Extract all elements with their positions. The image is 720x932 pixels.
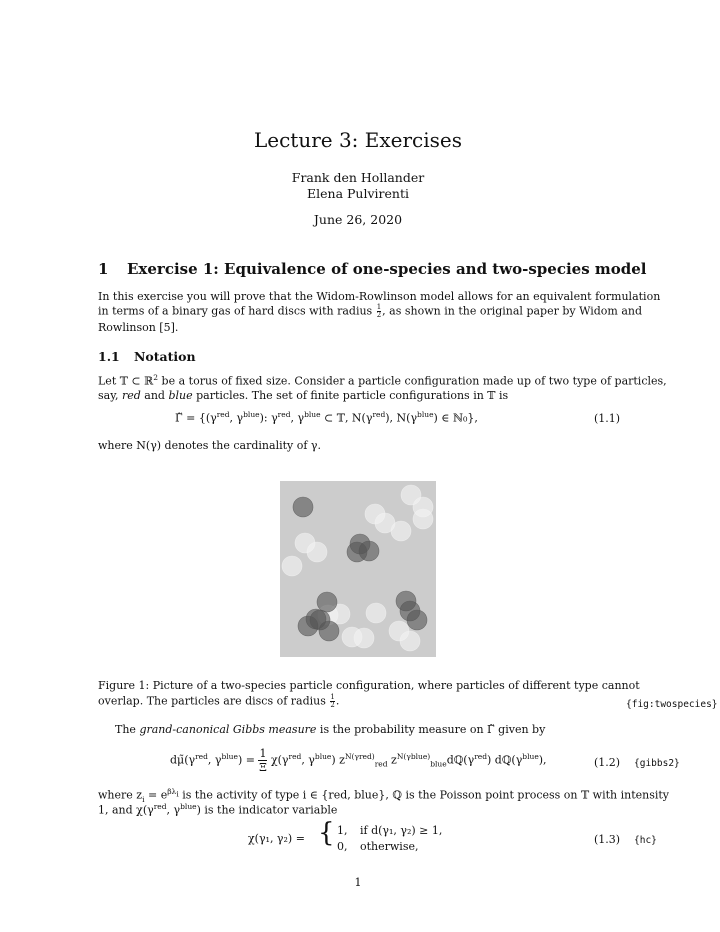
equation-1-1	[175, 410, 478, 425]
math: N(γ	[396, 751, 411, 761]
paragraph-line	[98, 389, 508, 402]
superscript: red	[153, 802, 167, 811]
exponent	[167, 787, 179, 799]
paper-title: Lecture 3: Exercises	[253, 128, 463, 152]
text-span: , as shown in the original paper by Widom and	[382, 304, 643, 318]
superscript: blue	[417, 410, 434, 419]
emphasis: blue	[168, 389, 193, 402]
denominator: 2	[330, 701, 335, 709]
particle-figure	[280, 481, 436, 657]
dark-particle	[319, 621, 339, 641]
math: , γ	[290, 411, 305, 425]
author-name: Frank den Hollander	[291, 170, 425, 185]
math: , γ	[229, 411, 244, 425]
text-span: overlap. The particles are discs of radius	[98, 694, 326, 708]
math: ) dℚ(γ	[487, 753, 523, 767]
paragraph-line	[98, 373, 667, 388]
superscript: red	[474, 751, 488, 761]
superscript: blue	[522, 751, 539, 761]
figure-caption-line: Figure 1: Picture of a two-species particle configuration, where particles of different type cannot	[98, 679, 640, 692]
light-particle	[400, 631, 420, 651]
light-particle	[342, 627, 362, 647]
paragraph-line	[98, 802, 337, 817]
paragraph-line	[98, 304, 642, 319]
subsection-title: Notation	[134, 349, 196, 364]
equation-number: (1.3)	[594, 833, 621, 846]
dark-particle	[407, 610, 427, 630]
equation-label: {gibbs2}	[634, 758, 680, 769]
figure-label: {fig:twospecies}	[626, 699, 718, 710]
math: , γ	[207, 753, 222, 767]
subsection-heading	[98, 349, 196, 364]
fraction-half	[330, 694, 334, 709]
superscript: blue	[314, 751, 332, 761]
superscript: 2	[153, 373, 159, 382]
text-span: where z	[98, 788, 143, 802]
text-span: = e	[144, 788, 168, 802]
subsection-number: 1.1	[98, 349, 120, 364]
dark-particle	[317, 592, 337, 612]
equation-1-2	[170, 747, 547, 774]
text-span: is the activity of type i ∈ {red, blue}, ℚ is the Poisson point process on 𝕋 with intensity	[178, 788, 670, 802]
math: χ(γ	[270, 753, 289, 767]
equation-number: (1.1)	[594, 412, 621, 425]
subscript: red	[374, 759, 388, 769]
math: dℚ(γ	[446, 753, 475, 767]
case-condition: otherwise,	[360, 840, 419, 853]
superscript: blue	[221, 751, 238, 761]
light-particle	[391, 521, 411, 541]
subscript: i	[142, 794, 145, 804]
fraction-one-over-xi	[258, 747, 267, 774]
superscript: red	[195, 751, 208, 761]
superscript: blue	[180, 802, 197, 811]
case-value: 1,	[337, 824, 348, 837]
superscript: blue	[243, 410, 260, 419]
math: ): γ	[259, 411, 278, 425]
text-span: be a torus of fixed size. Consider a particle configuration made up of two type of particles,	[158, 374, 667, 388]
text-span: particles. The set of finite particle configurations in 𝕋 is	[192, 389, 509, 402]
case-value: 0,	[337, 840, 348, 853]
equation-1-3-lhs: χ(γ₁, γ₂) =	[248, 832, 305, 845]
paragraph-line: Rowlinson [5].	[98, 321, 179, 334]
light-particle	[366, 603, 386, 623]
math: ) =	[237, 753, 255, 767]
left-brace: {	[318, 818, 335, 848]
math: )	[371, 751, 375, 761]
paragraph-line: In this exercise you will prove that the Widom-Rowlinson model allows for an equivalent formulation	[98, 290, 661, 303]
text-span: and	[140, 389, 169, 402]
light-particle	[307, 542, 327, 562]
superscript: red	[277, 410, 291, 419]
text-span: is the probability measure on Γ̃ given by	[316, 723, 546, 736]
math: ) z	[331, 753, 345, 767]
text-span: , γ	[166, 803, 181, 817]
math: βλ	[167, 787, 177, 796]
light-particle	[282, 556, 302, 576]
equation-label: {hc}	[634, 835, 657, 846]
superscript: blue	[304, 410, 321, 419]
section-title: Exercise 1: Equivalence of one-species and two-species model	[127, 260, 647, 278]
math: )	[427, 751, 431, 761]
math: ),	[538, 753, 547, 767]
text-span: in terms of a binary gas of hard discs with radius	[98, 304, 373, 318]
numerator: 1	[259, 747, 267, 760]
emphasis: red	[121, 389, 141, 402]
text-span: Let 𝕋 ⊂ ℝ	[98, 374, 154, 388]
equation-number: (1.2)	[594, 756, 621, 769]
dark-particle	[293, 497, 313, 517]
text-span: ) is the indicator variable	[196, 803, 338, 817]
z-blue-exponent	[397, 752, 430, 761]
subscript: blue	[430, 759, 447, 769]
superscript: red	[288, 751, 302, 761]
math: red	[358, 751, 372, 761]
emphasis: grand-canonical Gibbs measure	[139, 723, 317, 736]
text-span: The	[115, 723, 140, 736]
text-span: say,	[98, 389, 122, 402]
figure-caption-line	[98, 694, 339, 709]
page-number: 1	[354, 876, 362, 889]
light-particle	[413, 509, 433, 529]
math: dμ̃(γ	[170, 753, 196, 767]
case-condition: if d(γ₁, γ₂) ≥ 1,	[360, 824, 443, 837]
math: ⊂ 𝕋, N(γ	[320, 411, 373, 425]
z-red-exponent	[345, 752, 375, 761]
author-name: Elena Pulvirenti	[307, 186, 409, 201]
denominator: 2	[376, 311, 382, 319]
superscript: red	[372, 410, 386, 419]
superscript: red	[216, 410, 230, 419]
paragraph-line: where N(γ) denotes the cardinality of γ.	[98, 439, 322, 452]
numerator: 1	[376, 303, 382, 311]
math: blue	[410, 751, 428, 761]
math: ) ∈ ℕ₀},	[433, 411, 478, 425]
math: ), N(γ	[385, 411, 418, 425]
section-heading	[98, 260, 646, 278]
math: Γ̃ = {(γ	[175, 411, 217, 425]
paragraph-line	[115, 723, 545, 736]
math: , γ	[301, 753, 315, 767]
math: N(γ	[344, 751, 359, 761]
subscript: i	[176, 789, 179, 799]
fraction-half	[377, 304, 381, 319]
text-span: 1, and χ(γ	[98, 803, 154, 817]
section-number: 1	[98, 260, 109, 278]
numerator: 1	[330, 693, 335, 701]
dark-particle	[359, 541, 379, 561]
date: June 26, 2020	[313, 212, 403, 227]
text-span: .	[335, 694, 340, 708]
denominator: Ξ	[259, 761, 267, 774]
math: z	[387, 753, 397, 767]
